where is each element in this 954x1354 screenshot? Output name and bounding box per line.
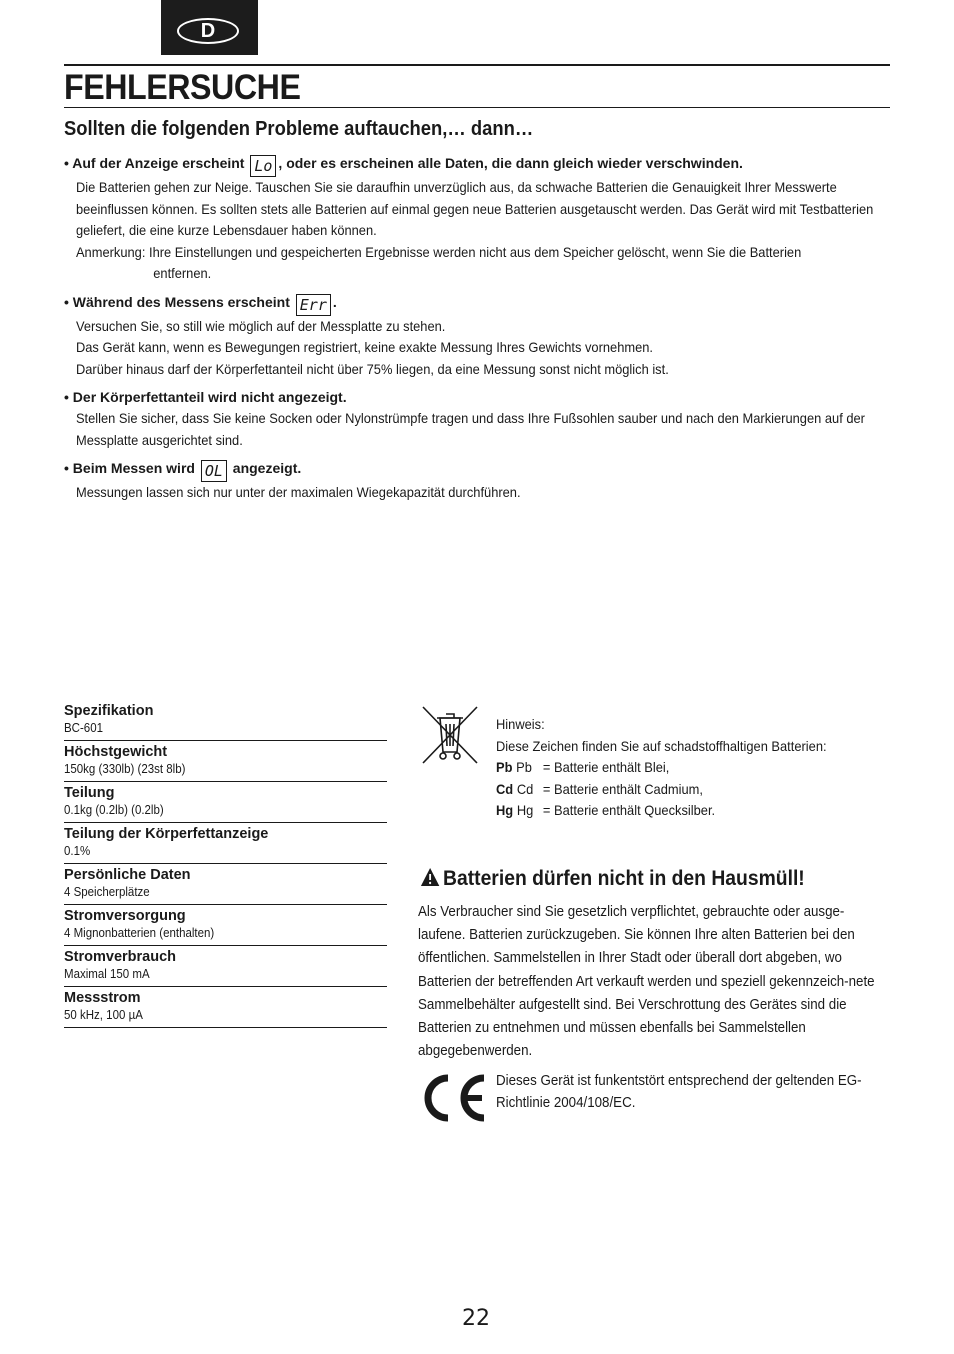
crossed-bin-icon	[420, 704, 480, 766]
problem-heading: • Auf der Anzeige erscheint Lo , oder es erscheinen alle Daten, die dann gleich wieder verschwinden.	[64, 155, 743, 175]
lcd-err-icon: Err	[296, 294, 331, 316]
lcd-ol-icon: OL	[201, 460, 227, 482]
spec-row: Spezifikation BC-601	[64, 700, 387, 741]
problem-list	[64, 152, 894, 510]
ce-conformity-text: Dieses Gerät ist funkentstört entsprechend der geltenden EG-Richtlinie 2004/108/EC.	[496, 1073, 862, 1111]
problem-note: Anmerkung: Ihre Einstellungen und gespeicherten Ergebnisse werden nicht aus dem Speicher gelöscht, wenn Sie die Batterien entfernen.	[75, 243, 802, 281]
problem-body-line: Darüber hinaus darf der Körperfettanteil nicht über 75% liegen, da eine Messung sonst nicht möglich ist.	[75, 360, 669, 377]
specification-table	[64, 700, 387, 1028]
spec-row: Stromversorgung 4 Mignonbatterien (enthalten)	[64, 905, 387, 946]
section-subtitle: Sollten die folgenden Probleme auftauchen,… dann…	[64, 118, 534, 140]
spec-row: Teilung der Körperfettanzeige 0.1%	[64, 823, 387, 864]
spec-row: Höchstgewicht 150kg (330lb) (23st 8lb)	[64, 741, 387, 782]
problem-body-line: Das Gerät kann, wenn es Bewegungen registriert, keine exakte Messung Ihres Gewichts vornehmen.	[75, 339, 654, 355]
lcd-lo-icon: Lo	[250, 155, 276, 177]
battery-warning-text: Als Verbraucher sind Sie gesetzlich verpflichtet, gebrauchte oder ausge-laufene. Batterien zurückzugeben. Sie können Ihre alten Batterien bei den öffentlichen. Sammelstellen in Ihrer Stadt oder überall dort abgeben, wo Batterien der betreffenden Art verkauft werden und speziell gekennzeich-nete Sammelbehälter aufgestellt sind. Bei Verschrottung des Gerätes sind die Batterien zu entnehmen und müssen ebenfalls bei Sammelstellen abgegebenwerden.	[418, 904, 875, 1060]
title-rule	[64, 107, 890, 108]
problem-item-bodyfat	[64, 386, 894, 451]
spec-row: Persönliche Daten 4 Speicherplätze	[64, 864, 387, 905]
problem-body: Messungen lassen sich nur unter der maximalen Wiegekapazität durchführen.	[75, 484, 521, 500]
language-tab	[161, 0, 258, 55]
warning-triangle-icon	[420, 867, 440, 887]
problem-item-ol	[64, 457, 894, 504]
problem-heading: • Während des Messens erscheint Err .	[64, 293, 337, 314]
spec-row: Messstrom 50 kHz, 100 µA	[64, 987, 387, 1028]
problem-body-line: Versuchen Sie, so still wie möglich auf der Messplatte zu stehen.	[75, 317, 446, 334]
chemical-row: Hg Hg = Batterie enthält Quecksilber.	[496, 802, 716, 818]
battery-hinweis: Hinweis: Diese Zeichen finden Sie auf schadstoffhaltigen Batterien: Pb Pb = Batterie enthält Blei, Cd Cd = Batterie enthält Cadmium, Hg Hg = Batterie enthält Quecksilber.	[496, 714, 896, 822]
problem-heading: • Beim Messen wird OL angezeigt.	[64, 460, 302, 480]
problem-body: Die Batterien gehen zur Neige. Tauschen Sie sie daraufhin unverzüglich aus, da schwache Batterien die Genauigkeit Ihrer Messwerte beeinflussen können. Es sollten stets alle Batterien auf einmal gegen neue Batterien ausgetauscht werden. Das Gerät wird mit Testbatterien geliefert, die eine kurze Lebensdauer haben können.	[75, 179, 874, 238]
problem-heading: • Der Körperfettanteil wird nicht angezeigt.	[64, 389, 347, 405]
page-number: 22	[462, 1306, 490, 1331]
language-label: D	[177, 18, 239, 44]
battery-warning-title: Batterien dürfen nicht in den Hausmüll!	[420, 867, 805, 891]
problem-body: Stellen Sie sicher, dass Sie keine Socken oder Nylonstrümpfe tragen und dass Ihre Fußsohlen sauber und nach den Markierungen auf der Messplatte ausgerichtet sind.	[75, 410, 865, 448]
problem-item-lo	[64, 152, 894, 285]
chemical-row: Cd Cd = Batterie enthält Cadmium,	[496, 780, 703, 797]
spec-row: Teilung 0.1kg (0.2lb) (0.2lb)	[64, 782, 387, 823]
chemical-row: Pb Pb = Batterie enthält Blei,	[496, 759, 670, 775]
spec-row: Stromverbrauch Maximal 150 mA	[64, 946, 387, 987]
top-rule	[64, 64, 890, 66]
problem-item-err	[64, 291, 894, 381]
page-title: FEHLERSUCHE	[64, 68, 301, 107]
ce-mark-icon	[418, 1072, 488, 1124]
